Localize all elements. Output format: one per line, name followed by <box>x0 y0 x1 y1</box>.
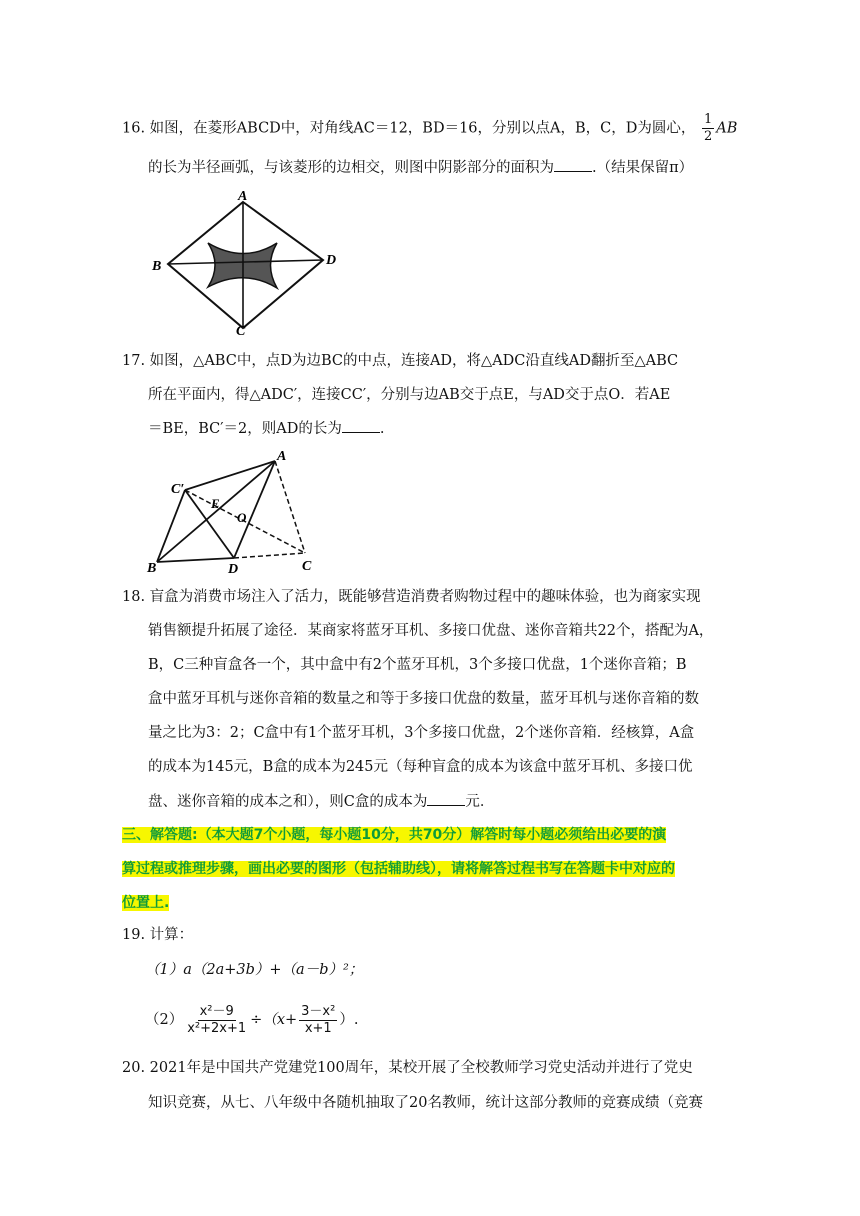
q19-fraction-1-den: x²+2x+1 <box>187 1020 247 1036</box>
q18-line2 <box>148 621 713 641</box>
q17-text-1: 如图，△ABC中，点D为边BC的中点，连接AD，将△ADC沿直线AD翻折至△ABC <box>149 353 679 369</box>
q16-label-a: A <box>238 190 248 204</box>
q18-text-1: 盲盒为消费市场注入了活力，既能够营造消费者购物过程中的趣味体验，也为商家实现 <box>149 589 701 605</box>
q20-text-1: 2021年是中国共产党建党100周年，某校开展了全校教师学习党史活动并进行了党史 <box>149 1060 693 1076</box>
q19-number: 19. <box>122 927 146 943</box>
q19-fraction-1-num: x²－9 <box>199 1003 234 1019</box>
q16-line2 <box>148 157 693 178</box>
section3-line3 <box>122 893 169 913</box>
q20-number: 20. <box>122 1060 146 1076</box>
q18-line5 <box>148 723 694 743</box>
q16-label-b: B <box>152 259 162 274</box>
q18-text-6: 的成本为145元，B盒的成本为245元（每种盲盒的成本为该盒中蓝牙耳机、多接口优 <box>148 759 693 775</box>
q16-label-c: C <box>236 324 246 335</box>
q17-segment-dc <box>234 553 305 558</box>
q19-title: 计算： <box>149 927 194 943</box>
q17-segment-bd <box>157 558 234 562</box>
q17-triangle-figure <box>145 445 330 575</box>
q18-text-7a: 盘、迷你音箱的成本之和），则C盒的成本为 <box>148 794 428 810</box>
q20-text-2: 知识竞赛，从七、八年级中各随机抽取了20名教师，统计这部分教师的竞赛成绩（竞赛 <box>148 1095 703 1111</box>
q17-line3 <box>148 418 384 439</box>
q20-line1 <box>122 1058 693 1078</box>
q17-segment-ba <box>157 461 275 562</box>
q19-fraction-2 <box>299 1004 337 1037</box>
q19-part2-prefix: （2） <box>145 1012 184 1028</box>
q18-line6 <box>148 757 693 777</box>
q17-answer-blank <box>342 418 380 433</box>
q16-number: 16. <box>122 120 146 137</box>
section3-line2 <box>122 859 675 879</box>
q17-line1 <box>122 351 678 371</box>
q17-text-3b: . <box>379 421 385 437</box>
q17-line2 <box>148 385 670 405</box>
section3-text-3: 位置上. <box>122 895 170 911</box>
q16-half-den: 2 <box>704 129 713 144</box>
q17-label-d: D <box>228 562 239 575</box>
q16-ab: AB <box>716 120 738 137</box>
q19-divide: ÷（x+ <box>250 1012 298 1028</box>
q17-text-2: 所在平面内，得△ADC′，连接CC′，分别与边AB交于点E，与AD交于点O．若AE <box>148 387 671 403</box>
q19-part2 <box>145 1000 358 1040</box>
section3-line1 <box>122 825 666 845</box>
q20-line2 <box>148 1093 703 1113</box>
q17-label-a: A <box>277 449 287 464</box>
q16-half-fraction <box>702 112 714 145</box>
q17-number: 17. <box>122 353 146 369</box>
q18-number: 18. <box>122 589 146 605</box>
q17-label-o: O <box>237 510 247 525</box>
q18-line7 <box>148 791 494 812</box>
q17-segment-c1a <box>185 461 275 490</box>
q19-part2-end: ）. <box>339 1012 359 1028</box>
q18-text-4: 盒中蓝牙耳机与迷你音箱的数量之和等于多接口优盘的数量，蓝牙耳机与迷你音箱的数 <box>148 691 699 707</box>
q18-line1 <box>122 587 701 607</box>
q18-text-7b: 元． <box>465 794 495 810</box>
q16-label-d: D <box>326 253 337 268</box>
q16-rhombus-figure <box>148 190 348 335</box>
q17-segment-c1d <box>185 490 234 558</box>
q19-part1-expr: （1）a（2a+3b）+（a－b）²； <box>145 962 364 978</box>
q19-part1 <box>145 960 363 980</box>
section3-text-1: 三、解答题:（本大题7个小题，每小题10分，共70分）解答时每小题必须给出必要的演 <box>122 827 667 843</box>
q16-answer-blank <box>554 157 592 172</box>
section3-text-2: 算过程或推理步骤，画出必要的图形（包括辅助线），请将解答过程书写在答题卡中对应的 <box>122 861 675 877</box>
q16-half-num: 1 <box>704 112 713 127</box>
q16-text-2a: 的长为半径画弧，与该菱形的边相交，则图中阴影部分的面积为 <box>148 160 554 176</box>
q17-text-3a: ＝BE，BC′＝2，则AD的长为 <box>148 421 342 437</box>
q19-line1 <box>122 925 193 945</box>
q17-label-e: E <box>211 496 220 511</box>
q18-text-5: 量之比为3：2；C盒中有1个蓝牙耳机，3个多接口优盘，2个迷你音箱．经核算，A盒 <box>148 725 695 741</box>
q19-fraction-1 <box>185 1004 248 1037</box>
q18-line3 <box>148 655 687 675</box>
q16-text-2b: .（结果保留π） <box>592 160 694 176</box>
q18-text-3: B，C三种盲盒各一个，其中盒中有2个蓝牙耳机，3个多接口优盘，1个迷你音箱；B <box>148 657 687 673</box>
q17-label-c1: C′ <box>171 482 185 497</box>
q19-fraction-2-num: 3－x² <box>301 1003 336 1019</box>
q17-label-b: B <box>147 561 157 575</box>
q18-text-2: 销售额提升拓展了途径．某商家将蓝牙耳机、多接口优盘、迷你音箱共22个，搭配为A， <box>148 623 714 639</box>
q16-line1 <box>122 112 737 145</box>
q18-line4 <box>148 689 699 709</box>
q17-label-c: C <box>302 559 312 574</box>
q18-answer-blank <box>427 791 465 806</box>
q19-fraction-2-den: x+1 <box>304 1020 332 1036</box>
q16-text-1: 如图，在菱形ABCD中，对角线AC＝12，BD＝16，分别以点A，B，C，D为圆心， <box>149 120 696 137</box>
